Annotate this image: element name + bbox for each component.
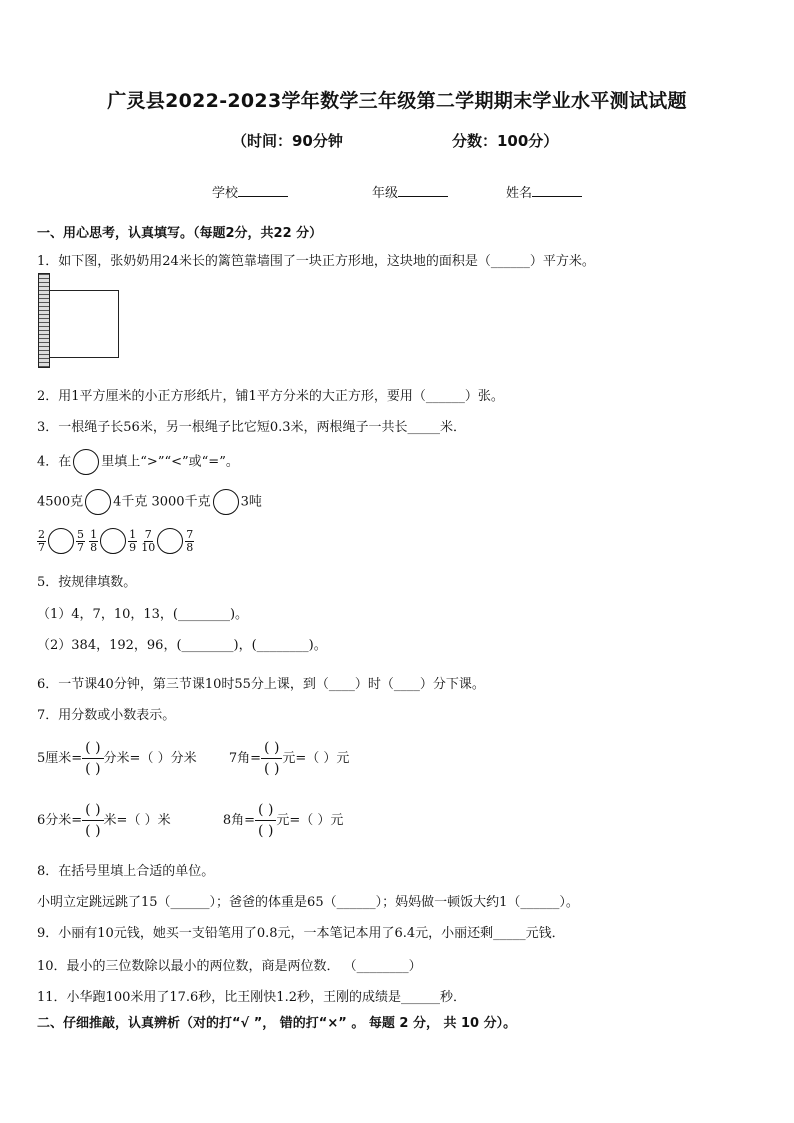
question-1: 1．如下图，张奶奶用24米长的篱笆靠墙围了一块正方形地，这块地的面积是（______）平方米。 <box>37 254 595 269</box>
section-1-heading: 一、用心思考，认真填写。（每题2分，共22 分） <box>37 226 323 241</box>
compare-circle <box>85 489 111 515</box>
name-field <box>506 182 582 201</box>
school-label: 学校 <box>212 186 239 201</box>
square-plot-figure <box>50 290 119 358</box>
question-2: 2．用1平方厘米的小正方形纸片，铺1平方分米的大正方形，要用（______）张。 <box>37 389 504 404</box>
q7-1b-prefix: 7角= <box>228 751 262 766</box>
grade-label: 年级 <box>372 186 399 201</box>
question-8-line: 小明立定跳远跳了15（______）；爸爸的体重是65（______）；妈妈做一顿饭大约1（______）。 <box>37 895 579 910</box>
question-3: 3．一根绳子长56米，另一根绳子比它短0.3米，两根绳子一共长_____米． <box>37 420 466 435</box>
question-8: 8．在括号里填上合适的单位。 <box>37 864 215 879</box>
fraction: $\frac{1}{9}$ <box>129 527 137 554</box>
fraction: $\frac{7}{10}$ <box>141 527 156 554</box>
q7-1b-suffix: 元=（ ）元 <box>282 751 350 766</box>
q4-suffix: 里填上“>”“<”或“=”。 <box>101 454 239 470</box>
q7-1a-prefix: 5厘米= <box>37 751 83 766</box>
fraction: $\frac{2}{7}$ <box>38 527 45 554</box>
q4-prefix: 4．在 <box>37 454 72 470</box>
name-label: 姓名 <box>506 186 533 201</box>
exam-score: 分数：100分） <box>452 132 559 150</box>
section-2-heading: 二、仔细推敲，认真辨析（对的打“√ ”， 错的打“×” 。 每题 2 分， 共 10 分）。 <box>37 1016 517 1031</box>
question-7: 7．用分数或小数表示。 <box>37 708 176 723</box>
q7-2b-prefix: 8角= <box>222 813 256 828</box>
question-10: 10．最小的三位数除以最小的两位数，商是两位数． （________） <box>37 959 422 974</box>
fraction-blank: ( ) ( ) <box>82 800 103 841</box>
compare-circle <box>100 528 126 554</box>
question-4 <box>37 449 239 475</box>
q4-item-a: 4500克 <box>37 494 84 510</box>
question-11: 11．小华跑100米用了17.6秒，比王刚快1.2秒，王刚的成绩是______秒． <box>37 990 466 1005</box>
fraction: $\frac{5}{7}$ <box>77 527 84 554</box>
q7-2b-suffix: 元=（ ）元 <box>276 813 344 828</box>
q7-2a-prefix: 6分米= <box>37 813 83 828</box>
compare-circle <box>213 489 239 515</box>
q7-row-1 <box>37 738 349 779</box>
school-field <box>212 182 288 201</box>
compare-circle <box>48 528 74 554</box>
fraction: $\frac{1}{8}$ <box>90 527 98 554</box>
question-9: 9．小丽有10元钱，她买一支铅笔用了0.8元，一本笔记本用了6.4元，小丽还剩_____元钱． <box>37 926 565 941</box>
exam-time: （时间：90分钟 <box>232 132 343 150</box>
q4-fraction-row <box>37 528 194 554</box>
q7-1a-suffix: 分米=（ ）分米 <box>103 751 197 766</box>
wall-figure <box>38 273 50 368</box>
fraction-blank: ( ) ( ) <box>82 738 103 779</box>
q7-row-2 <box>37 800 343 841</box>
fraction-blank: ( ) ( ) <box>255 800 276 841</box>
compare-circle <box>157 528 183 554</box>
compare-circle <box>73 449 99 475</box>
page-title: 广灵县2022-2023学年数学三年级第二学期期末学业水平测试试题 <box>107 90 687 112</box>
question-5-1: （1）4，7，10，13，(________)。 <box>37 607 249 622</box>
fraction-blank: ( ) ( ) <box>261 738 282 779</box>
q4-weight-row <box>37 489 262 515</box>
question-5-2: （2）384，192，96，(________)，(________)。 <box>37 638 327 653</box>
q4-item-b: 4千克 3000千克 <box>113 494 211 510</box>
question-5: 5．按规律填数。 <box>37 575 137 590</box>
fraction: $\frac{7}{8}$ <box>186 527 194 554</box>
grade-field <box>372 182 448 201</box>
question-6: 6．一节课40分钟，第三节课10时55分上课，到（____）时（____）分下课。 <box>37 677 485 692</box>
q4-item-c: 3吨 <box>240 494 262 510</box>
q7-2a-suffix: 米=（ ）米 <box>103 813 171 828</box>
